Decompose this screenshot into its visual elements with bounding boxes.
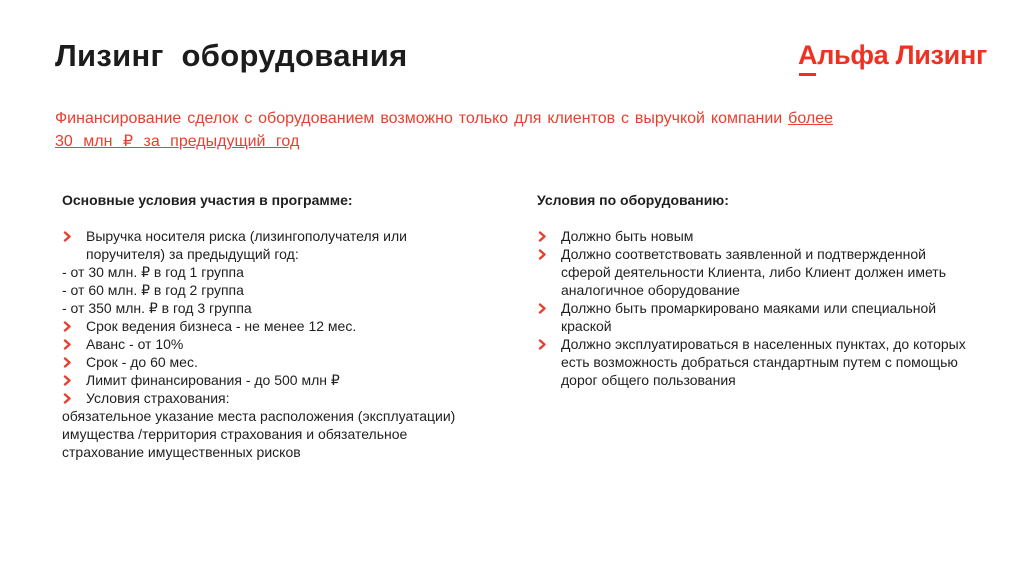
list-item-text: Выручка носителя риска (лизингополучателя или поручителя) за предыдущий год: — [86, 228, 407, 262]
list-item — [62, 371, 462, 389]
logo-text: Альфа Лизинг — [798, 40, 987, 70]
list-item — [62, 353, 462, 371]
list-item-text: - от 30 млн. ₽ в год 1 группа — [62, 264, 244, 280]
program-conditions-title: Основные условия участия в программе: — [62, 192, 353, 208]
chevron-right-icon — [62, 393, 73, 404]
list-item — [62, 407, 462, 461]
list-item-text: Срок - до 60 мес. — [86, 354, 198, 370]
list-item-text: - от 350 млн. ₽ в год 3 группа — [62, 300, 252, 316]
chevron-right-icon — [62, 321, 73, 332]
chevron-right-icon — [537, 339, 548, 350]
list-item — [537, 299, 977, 335]
list-item — [62, 335, 462, 353]
list-item — [62, 281, 462, 299]
list-item-text: Аванс - от 10% — [86, 336, 184, 352]
chevron-right-icon — [537, 303, 548, 314]
list-item-text: Должно соответствовать заявленной и подтвержденной сферой деятельности Клиента, либо Клиент должен иметь аналогичное оборудование — [561, 246, 946, 298]
list-item — [537, 245, 977, 299]
list-item-text: Должно быть новым — [561, 228, 694, 244]
equipment-conditions-list — [537, 227, 977, 389]
list-item — [62, 263, 462, 281]
financing-condition-subtitle — [55, 107, 833, 153]
chevron-right-icon — [537, 249, 548, 260]
chevron-right-icon — [62, 339, 73, 350]
equipment-conditions-title: Условия по оборудованию: — [537, 192, 729, 208]
list-item — [62, 227, 462, 263]
subtitle-text: Финансирование сделок с оборудованием возможно только для клиентов с выручкой компании — [55, 110, 789, 127]
list-item — [62, 299, 462, 317]
alfa-leasing-logo — [798, 40, 988, 80]
list-item — [62, 389, 462, 407]
equipment-conditions-column — [537, 191, 977, 389]
list-item — [537, 335, 977, 389]
list-item-text: Должно эксплуатироваться в населенных пунктах, до которых есть возможность добраться стандартным путем с помощью дорог общего пользования — [561, 336, 966, 388]
chevron-right-icon — [62, 375, 73, 386]
list-item — [537, 227, 977, 245]
slide-title: Лизинг оборудования — [55, 38, 408, 73]
chevron-right-icon — [62, 357, 73, 368]
chevron-right-icon — [62, 231, 73, 242]
list-item-text: Должно быть промаркировано маяками или специальной краской — [561, 300, 937, 334]
chevron-right-icon — [537, 231, 548, 242]
logo-underline-bar — [799, 73, 816, 76]
list-item-text: обязательное указание места расположения (эксплуатации) имущества /территория страхования и обязательное страхование имущественных рисков — [62, 408, 456, 460]
list-item-text: Срок ведения бизнеса - не менее 12 мес. — [86, 318, 357, 334]
subtitle-underlined-text: более 30 млн ₽ за предыдущий год — [55, 110, 833, 150]
list-item — [62, 317, 462, 335]
program-conditions-column — [62, 191, 462, 461]
list-item-text: Условия страхования: — [86, 390, 230, 406]
program-conditions-list — [62, 227, 462, 461]
list-item-text: Лимит финансирования - до 500 млн ₽ — [86, 372, 340, 388]
list-item-text: - от 60 млн. ₽ в год 2 группа — [62, 282, 244, 298]
